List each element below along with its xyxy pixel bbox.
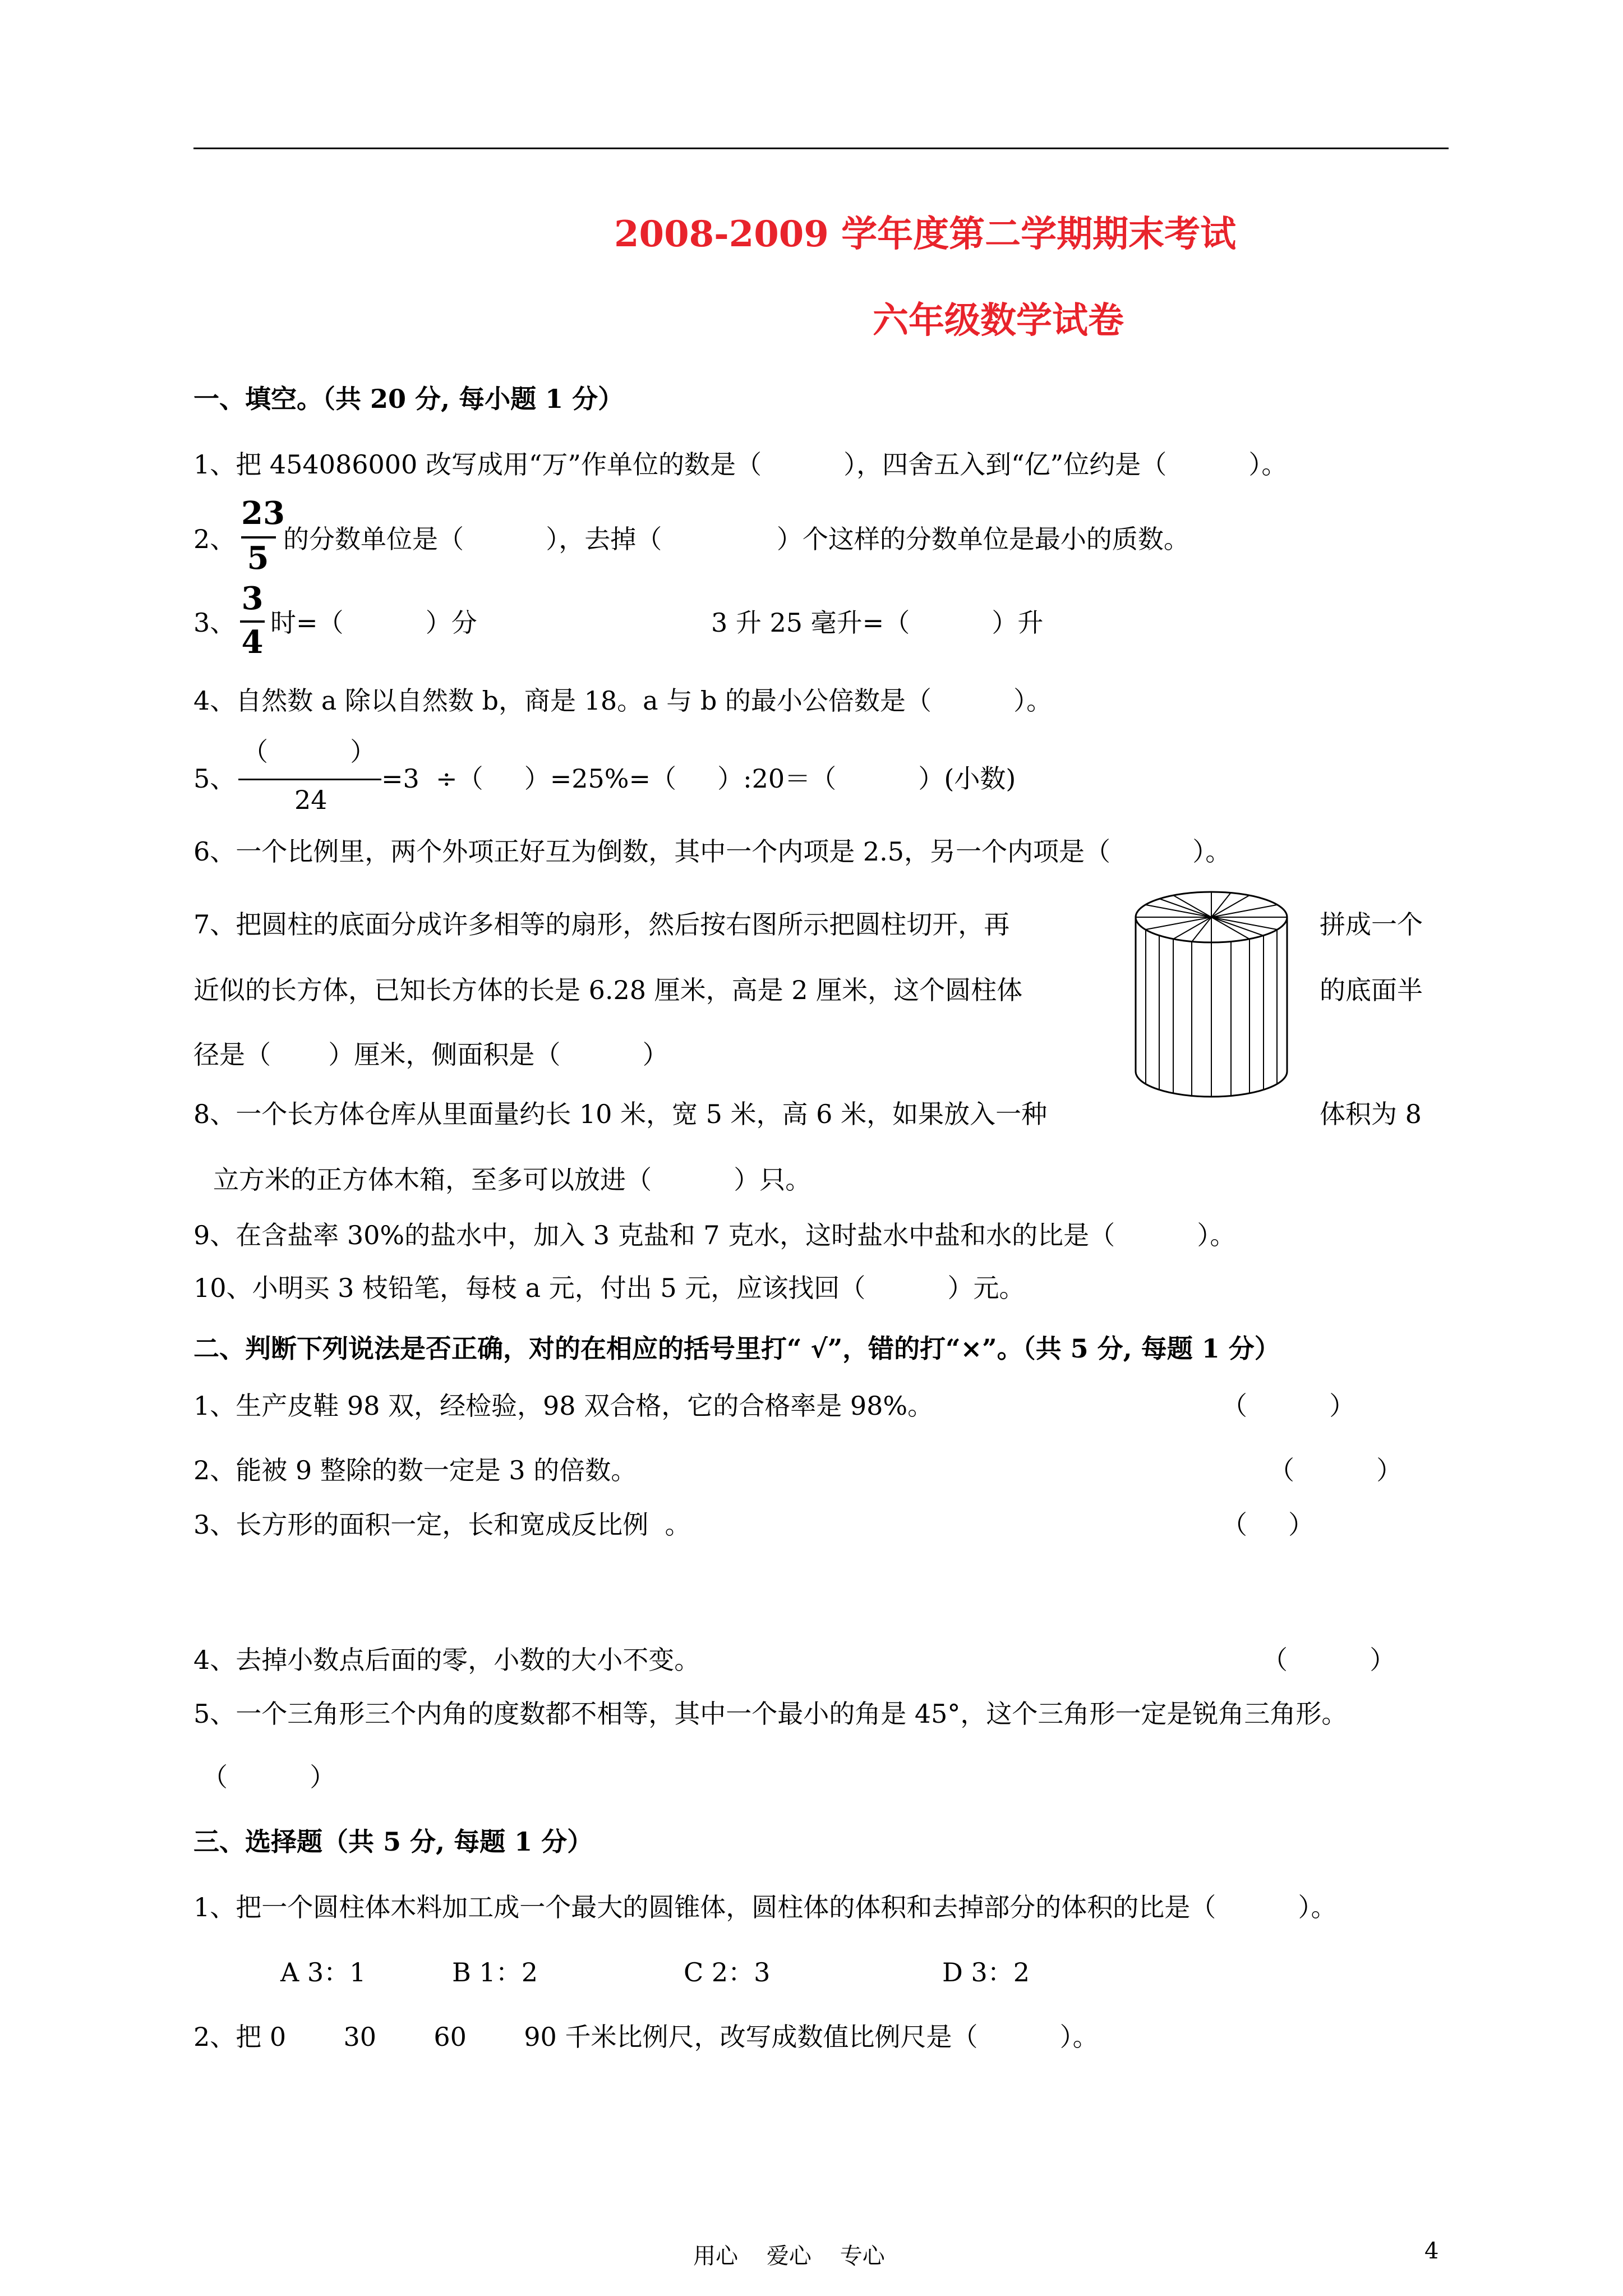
q1-7-line2: 近似的长方体，已知长方体的长是 6.28 厘米，高是 2 厘米，这个圆柱体 <box>193 975 1023 1005</box>
section2-heading: 二、判断下列说法是否正确，对的在相应的括号里打“ √”，错的打“×”。（共 5 分, 每题 1 分） <box>193 1333 1280 1364</box>
q1-2-prefix: 2、 <box>193 524 236 554</box>
q1-8-line2: 立方米的正方体木箱，至多可以放进（ ）只。 <box>213 1165 811 1195</box>
q1-4: 4、自然数 a 除以自然数 b，商是 18。a 与 b 的最小公倍数是（ ）。 <box>193 685 1053 716</box>
q1-3-fraction-bar <box>240 620 265 623</box>
header-rule <box>193 148 1449 149</box>
judge-item-4-answer[interactable]: （ ） <box>1262 1645 1396 1675</box>
choice-q1-option-c[interactable]: C 2：3 <box>684 1957 771 1987</box>
q1-3-prefix: 3、 <box>193 608 236 638</box>
q1-6: 6、一个比例里，两个外项正好互为倒数，其中一个内项是 2.5，另一个内项是（ ）。 <box>193 836 1232 867</box>
q1-2-numerator: 23 <box>241 495 285 532</box>
q1-3-text: 时=（ ）分 <box>270 608 477 638</box>
q1-7-line1-right: 拼成一个 <box>1320 909 1423 940</box>
q1-5-text: =3 ÷（ ）=25%=（ ）:20＝（ ）(小数) <box>381 763 1016 794</box>
section1-heading: 一、填空。（共 20 分, 每小题 1 分） <box>193 384 624 414</box>
judge-item-2-text: 2、能被 9 整除的数一定是 3 的倍数。 <box>193 1455 637 1485</box>
judge-item-5-answer[interactable]: （ ） <box>202 1762 336 1792</box>
q1-5-denominator: 24 <box>294 785 328 815</box>
judge-item-5-text: 5、一个三角形三个内角的度数都不相等，其中一个最小的角是 45°，这个三角形一定是锐角三角形。 <box>193 1699 1348 1729</box>
q1-7-line1: 7、把圆柱的底面分成许多相等的扇形，然后按右图所示把圆柱切开，再 <box>193 909 1010 940</box>
judge-item-3-text: 3、长方形的面积一定，长和宽成反比例 。 <box>193 1510 691 1540</box>
q1-8-line1: 8、一个长方体仓库从里面量约长 10 米，宽 5 米，高 6 米，如果放入一种 <box>193 1099 1048 1129</box>
q1-10: 10、小明买 3 枝铅笔，每枝 a 元，付出 5 元，应该找回（ ）元。 <box>193 1273 1025 1303</box>
choice-q2: 2、把 0 30 60 90 千米比例尺，改写成数值比例尺是（ ）。 <box>193 2022 1099 2052</box>
judge-item-4-text: 4、去掉小数点后面的零，小数的大小不变。 <box>193 1645 700 1675</box>
exam-subtitle: 六年级数学试卷 <box>873 300 1124 342</box>
q1-3-denominator: 4 <box>241 624 264 661</box>
q1-5-fraction-bar <box>238 779 381 780</box>
q1-9: 9、在含盐率 30%的盐水中，加入 3 克盐和 7 克水，这时盐水中盐和水的比是（ ）。 <box>193 1220 1236 1250</box>
q1-8-line1-right: 体积为 8 <box>1320 1099 1422 1129</box>
cylinder-diagram <box>1127 886 1295 1105</box>
q1-5-prefix: 5、 <box>193 763 236 794</box>
q1-2-text: 的分数单位是（ ），去掉（ ）个这样的分数单位是最小的质数。 <box>283 524 1189 554</box>
choice-q1-option-a[interactable]: A 3：1 <box>280 1957 366 1987</box>
q1-7-line3: 径是（ ）厘米，侧面积是（ ） <box>193 1039 668 1070</box>
choice-q1: 1、把一个圆柱体木料加工成一个最大的圆锥体，圆柱体的体积和去掉部分的体积的比是（ ）。 <box>193 1892 1337 1922</box>
judge-item-3-answer[interactable]: （ ） <box>1221 1510 1315 1540</box>
judge-item-1-answer[interactable]: （ ） <box>1221 1391 1355 1421</box>
q1-2-denominator: 5 <box>247 540 269 577</box>
choice-q1-option-b[interactable]: B 1：2 <box>452 1957 538 1987</box>
q1-7-line2-right: 的底面半 <box>1320 975 1423 1005</box>
q1-3-numerator: 3 <box>241 580 264 617</box>
section3-heading: 三、选择题（共 5 分, 每题 1 分） <box>193 1826 593 1857</box>
judge-item-1-text: 1、生产皮鞋 98 双，经检验，98 双合格，它的合格率是 98%。 <box>193 1391 934 1421</box>
q1-1: 1、把 454086000 改写成用“万”作单位的数是（ ），四舍五入到“亿”位约是（ ）。 <box>193 449 1288 480</box>
q1-5-numerator: （ ） <box>242 737 376 767</box>
q1-3-text2: 3 升 25 毫升=（ ）升 <box>711 608 1044 638</box>
q1-2-fraction-bar <box>241 536 276 539</box>
judge-item-2-answer[interactable]: （ ） <box>1269 1455 1403 1485</box>
choice-q1-option-d[interactable]: D 3：2 <box>942 1957 1030 1987</box>
exam-title: 2008-2009 学年度第二学期期末考试 <box>614 213 1237 255</box>
footer-motto: 用心 爱心 专心 <box>693 2243 885 2269</box>
page-number: 4 <box>1424 2238 1439 2264</box>
